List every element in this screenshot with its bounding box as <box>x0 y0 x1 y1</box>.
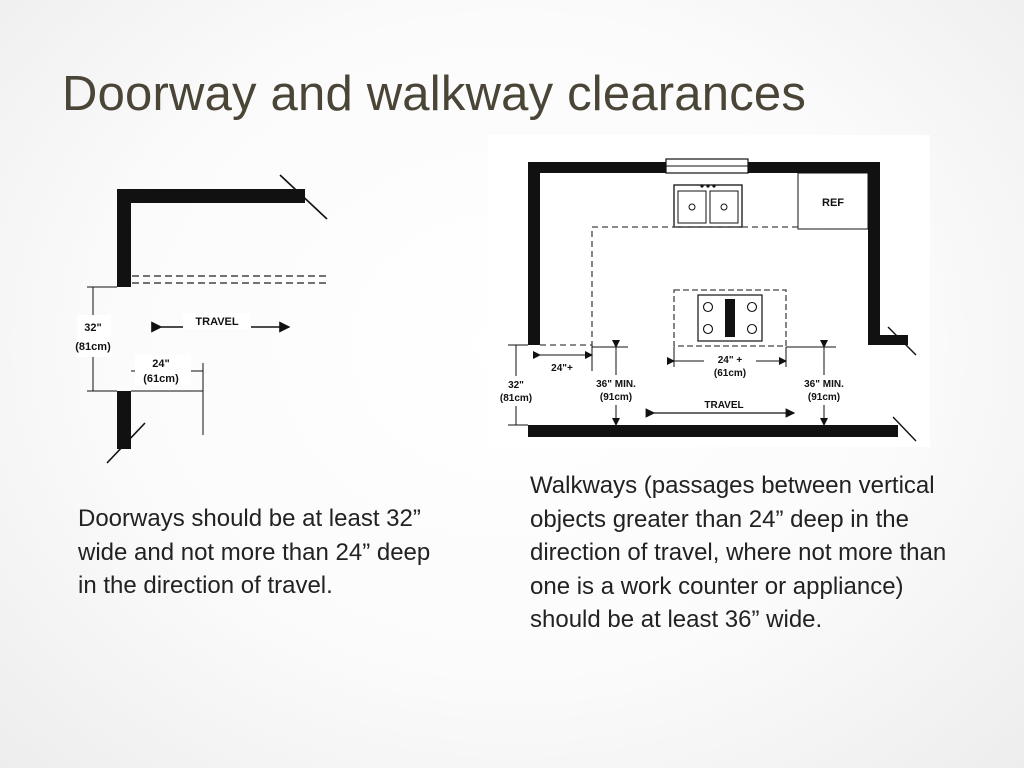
kitchen-wall-right-stub <box>868 335 908 345</box>
walkway-left-metric: (91cm) <box>599 392 633 403</box>
doorway-description: Doorways should be at least 32” wide and not more than 24” deep in the direction of travel. <box>78 505 431 599</box>
counter-depth-label: 24"+ <box>551 363 573 374</box>
island-depth-label: 24" + <box>717 355 743 366</box>
refrigerator-label: REF <box>822 197 844 209</box>
kitchen-wall-bottom <box>528 425 898 437</box>
walkway-description: Walkways (passages between vertical objects greater than 24” deep in the direction of travel, where not more than one is a work counter or appliance) should be at least 36” wide. <box>530 472 947 633</box>
walkway-clearance-diagram <box>488 135 930 447</box>
doorway-depth-label: 24" <box>152 358 170 370</box>
doorway-width-label: 32" <box>84 322 102 334</box>
travel-label: TRAVEL <box>195 316 239 328</box>
island-depth-metric: (61cm) <box>713 368 747 379</box>
slide-title: Doorway and walkway clearances <box>62 67 807 121</box>
walkway-right-label: 36" MIN. <box>804 379 844 390</box>
walkway-right-metric: (91cm) <box>807 392 841 403</box>
doorway-width-metric: (81cm) <box>499 393 533 404</box>
faucet-dot <box>706 184 709 187</box>
doorway-depth-metric: (61cm) <box>143 373 179 385</box>
kitchen-wall-left-top <box>528 162 666 345</box>
doorway-clearance-diagram <box>75 165 335 475</box>
doorway-width-label: 32" <box>508 380 524 391</box>
cooktop-vent <box>725 299 735 337</box>
walkway-left-label: 36" MIN. <box>596 379 636 390</box>
doorway-wall-top <box>117 189 305 287</box>
faucet-dot <box>712 184 715 187</box>
faucet-dot <box>700 184 703 187</box>
travel-label: TRAVEL <box>704 400 744 411</box>
doorway-width-metric: (81cm) <box>75 341 111 353</box>
